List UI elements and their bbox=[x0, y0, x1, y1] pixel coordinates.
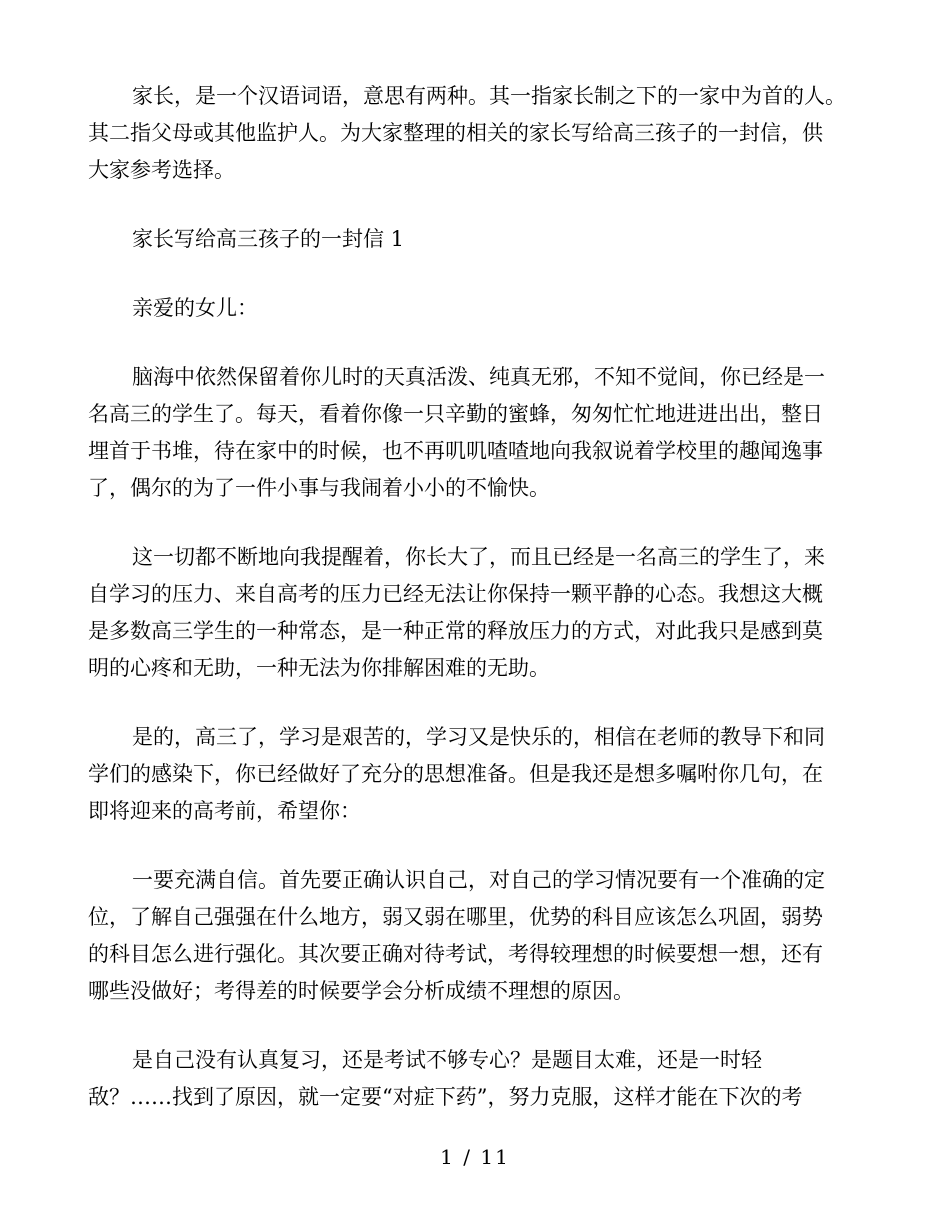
text-line: 即将迎来的高考前，希望你： bbox=[88, 799, 361, 823]
text-line: 家长，是一个汉语词语，意思有两种。其一指家长制之下的一家中为首的人。 bbox=[132, 84, 846, 108]
letter-heading bbox=[88, 221, 863, 258]
text-line: 是多数高三学生的一种常态，是一种正常的释放压力的方式，对此我只是感到莫 bbox=[88, 619, 823, 643]
body-paragraph bbox=[88, 1042, 863, 1116]
text-line: 自学习的压力、来自高考的压力已经无法让你保持一颗平静的心态。我想这大概 bbox=[88, 582, 823, 606]
text-line: 了，偶尔的为了一件小事与我闹着小小的不愉快。 bbox=[88, 476, 550, 500]
text-line: 亲爱的女儿： bbox=[132, 296, 258, 320]
text-line: 明的心疼和无助，一种无法为你排解困难的无助。 bbox=[88, 656, 550, 680]
text-line: 哪些没做好；考得差的时候要学会分析成绩不理想的原因。 bbox=[88, 979, 634, 1003]
text-line: 这一切都不断地向我提醒着，你长大了，而且已经是一名高三的学生了，来 bbox=[132, 545, 825, 569]
body-paragraph bbox=[88, 539, 863, 687]
text-line: 家长写给高三孩子的一封信 1 bbox=[132, 227, 405, 251]
text-line: 的科目怎么进行强化。其次要正确对待考试，考得较理想的时候要想一想，还有 bbox=[88, 942, 823, 966]
intro-paragraph bbox=[88, 78, 863, 189]
body-paragraph bbox=[88, 719, 863, 830]
text-line: 是自己没有认真复习，还是考试不够专心？是题目太难，还是一时轻 bbox=[132, 1048, 762, 1072]
body-paragraph bbox=[88, 862, 863, 1010]
document-body bbox=[88, 78, 863, 1116]
page-number: 1 / 11 bbox=[440, 1145, 510, 1169]
text-line: 其二指父母或其他监护人。为大家整理的相关的家长写给高三孩子的一封信，供 bbox=[88, 121, 823, 145]
text-line: 位，了解自己强强在什么地方，弱又弱在哪里，优势的科目应该怎么巩固，弱势 bbox=[88, 905, 823, 929]
text-line: 学们的感染下，你已经做好了充分的思想准备。但是我还是想多嘱咐你几句，在 bbox=[88, 762, 823, 786]
text-line: 是的，高三了，学习是艰苦的，学习又是快乐的，相信在老师的教导下和同 bbox=[132, 725, 825, 749]
text-line: 敌？……找到了原因，就一定要“对症下药”，努力克服，这样才能在下次的考 bbox=[88, 1085, 803, 1109]
salutation bbox=[88, 290, 863, 327]
text-line: 埋首于书堆，待在家中的时候，也不再叽叽喳喳地向我叙说着学校里的趣闻逸事 bbox=[88, 439, 823, 463]
text-line: 名高三的学生了。每天，看着你像一只辛勤的蜜蜂，匆匆忙忙地进进出出，整日 bbox=[88, 402, 823, 426]
text-line: 大家参考选择。 bbox=[88, 158, 235, 182]
body-paragraph bbox=[88, 359, 863, 507]
text-line: 一要充满自信。首先要正确认识自己，对自己的学习情况要有一个准确的定 bbox=[132, 868, 825, 892]
text-line: 脑海中依然保留着你儿时的天真活泼、纯真无邪，不知不觉间，你已经是一 bbox=[132, 365, 825, 389]
